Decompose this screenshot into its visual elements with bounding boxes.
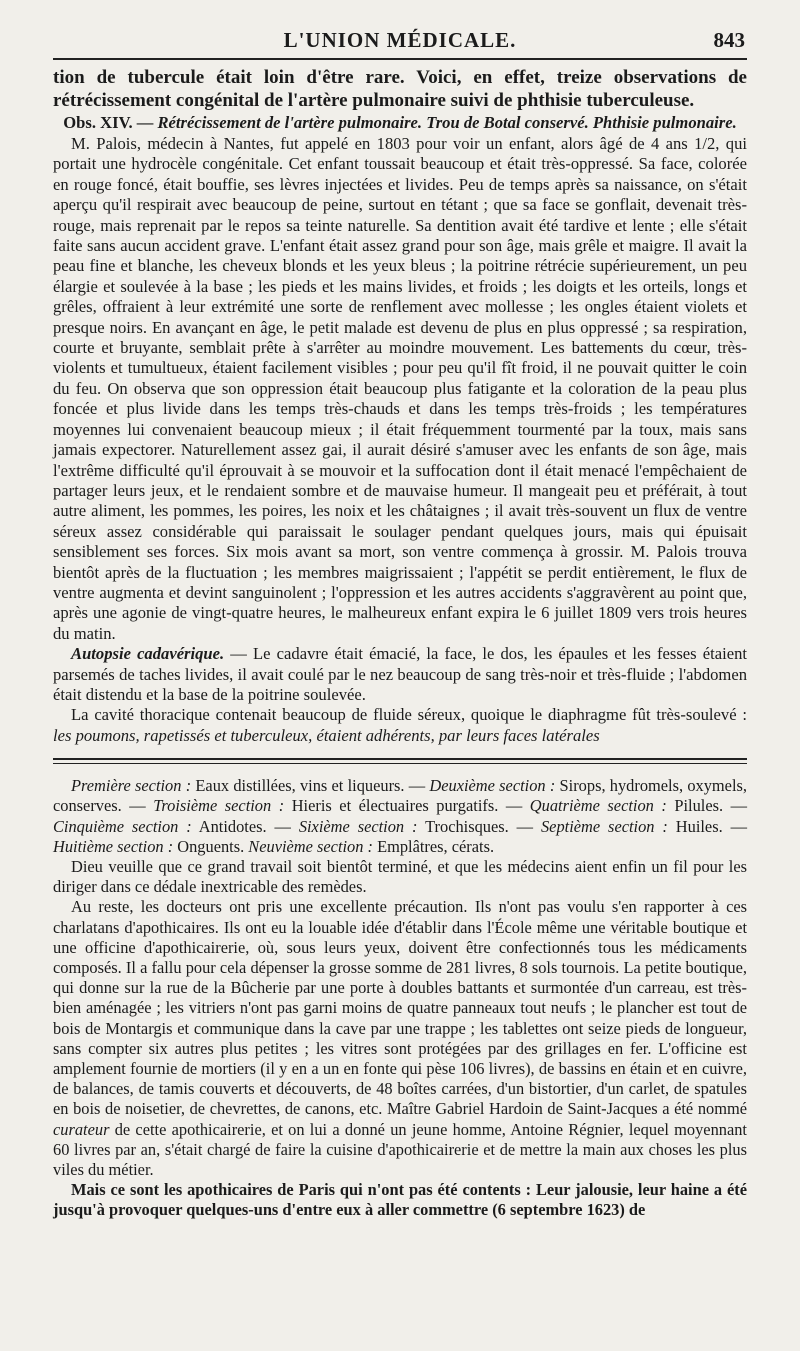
section-label: Neuvième section : [248, 836, 373, 856]
boutique-text: Au reste, les docteurs ont pris une excellente précaution. Ils n'ont pas voulu s'en rapporter à ces charlatans d'apothicaires. Ils ont eu la louable idée d'établir dans l'École même une véritable boutique et une officine d'apothicairerie, où, sous leurs yeux, doivent être confectionnés tous les médicaments composés. Il a fallu pour cela dépenser la grosse somme de 281 livres, 8 sols tournois. La petite boutique, qui donne sur la rue de la Bûcherie par une porte à doubles battants et surmontée d'un carreau, est très-bien aménagée ; les vitriers n'ont pas garni moins de quatre panneaux tout neufs ; le plancher est tout de bois de Montargis et communique dans la cave par une trappe ; les tablettes ont seize pieds de longueur, sans compter six autres plus petites ; les vitres sont protégées par des grillages en fer. L'officine est amplement fournie de mortiers (il y en a un en fonte qui pèse 106 livres), de bassins en étain et en cuivre, de balances, de tamis couverts et découverts, de 48 boîtes carrées, d'un bistortier, d'un carlet, de spatules en bois de noisetier, de chevrettes, de canons, etc. Maître Gabriel Hardoin de Saint-Jacques a été nommé [53, 897, 747, 1119]
section-text: Eaux distillées, vins et liqueurs. — [191, 776, 430, 796]
thorax-text: La cavité thoracique contenait beaucoup de fluide séreux, quoique le diaphragme fût très-soulevé : [71, 705, 747, 725]
main-article [53, 66, 747, 746]
apothecaries-paragraph: Mais ce sont les apothicaires de Paris qui n'ont pas été contents : Leur jalousie, leur haine a été jusqu'à provoquer quelques-uns d'entre eux à aller commettre (6 septembre 1623) de [53, 1180, 747, 1220]
running-title: L'UNION MÉDICALE. [283, 28, 517, 52]
feuilleton-divider [53, 758, 747, 764]
section-label: Deuxième section : [429, 776, 556, 796]
section-label: Sixième section : [298, 816, 418, 836]
observation-title: Rétrécissement de l'artère pulmonaire. Trou de Botal conservé. Phthisie pulmonaire. [157, 113, 737, 132]
section-label: Septième section : [540, 816, 668, 836]
boutique-paragraph [53, 897, 747, 1180]
sections-paragraph [53, 776, 747, 857]
page-number: 843 [713, 28, 745, 52]
section-label: Huitième section : [53, 836, 174, 856]
case-paragraph: M. Palois, médecin à Nantes, fut appelé en 1803 pour voir un enfant, alors âgé de 4 ans 1/2, qui portait une hydrocèle congénitale. Cet enfant toussait beaucoup et était très-oppressé. Sa face, colorée en rouge foncé, était bouffie, ses lèvres injectées et livides. Peu de temps après sa naissance, on s'était aperçu qu'il respirait avec beaucoup de peine, surtout en tétant ; que sa face se gonflait, devenait très-rouge, mais reprenait par le repos sa teinte naturelle. Sa dentition avait été tardive et lente ; elle s'était faite sans aucun accident grave. L'enfant était assez grand pour son âge, mais grêle et maigre. Il avait la peau fine et blanche, les cheveux blonds et les yeux bleus ; la poitrine rétrécie supérieurement, un peu élargie et soulevée à la base ; les pieds et les mains livides, et froids ; les doigts et les orteils, longs et grêles, offraient à leur extrémité une sorte de renflement avec mollesse ; les ongles étaient violets et presque noirs. En avançant en âge, le petit malade est devenu de plus en plus oppressé ; sa respiration, courte et bruyante, semblait prête à s'arrêter au moindre mouvement. Les battements du cœur, très-violents et tumultueux, étaient facilement visibles ; pour peu qu'il fît froid, il ne pouvait quitter le coin du feu. On observa que son oppression était beaucoup plus fatigante et la coloration de la peau plus foncée et plus livide dans les temps très-chauds et dans les temps très-froids ; les températures moyennes lui convenaient beaucoup mieux ; il était fréquemment tourmenté par la toux, mais sans jamais expectorer. Naturellement assez gai, il aurait désiré s'amuser avec les enfants de son âge, mais l'extrême difficulté qu'il éprouvait à se mouvoir et la suffocation dont il était menacé l'empêchaient de partager leurs jeux, et le rendaient sombre et de mauvaise humeur. Il mangeait peu et préférait, à tout autre aliment, les pommes, les poires, les noix et les châtaignes ; il avait très-souvent un flux de ventre séreux assez considérable qui paraissait le soulager pendant quelques jours, mais qui épuisait sensiblement ses forces. Six mois avant sa mort, son ventre commença à grossir. M. Palois trouva bientôt après de la fluctuation ; les membres maigrissaient ; l'appétit se perdit entièrement, le flux de ventre augmenta et devint sanguinolent ; l'oppression et les autres accidents s'aggravèrent au point que, après une agonie de vingt-quatre heures, le malheureux enfant expira le 6 juillet 1809 vers trois heures du matin. [53, 134, 747, 643]
page-header [53, 0, 747, 58]
observation-heading [53, 112, 747, 134]
autopsy-paragraph [53, 644, 747, 705]
section-label: Cinquième section : [53, 816, 192, 836]
section-label: Troisième section : [153, 796, 285, 816]
section-text: Antidotes. — [191, 816, 299, 836]
section-text: Sirops, hydromels, oxymels, conserves. — [53, 776, 747, 816]
lead-paragraph: tion de tubercule était loin d'être rare. Voici, en effet, treize observations de rétrécissement congénital de l'artère pulmonaire suivi de phthisie tuberculeuse. [53, 67, 747, 111]
section-label: Première section : [71, 776, 192, 796]
observation-label: Obs. XIV. [63, 113, 133, 132]
autopsy-text: — Le cadavre était émacié, la face, le dos, les épaules et les fesses étaient parsemés de taches livides, il avait coulé par le nez beaucoup de sang très-noir et très-fluide ; l'abdomen était distendu et la base de la poitrine soulevée. [53, 644, 747, 704]
section-text: Pilules. — [666, 796, 748, 816]
section-text: Huiles. — [667, 816, 747, 836]
feuilleton [53, 776, 747, 1220]
curateur-word: curateur [53, 1119, 110, 1139]
section-text: Onguents. [173, 836, 249, 856]
section-text: Trochisques. — [417, 816, 541, 836]
section-label: Quatrième section : [529, 796, 667, 816]
wish-paragraph: Dieu veuille que ce grand travail soit bientôt terminé, et que les médecins aient enfin un fil pour les diriger dans ce dédale inextricable des remèdes. [53, 857, 747, 897]
observation-dash: — [132, 113, 158, 132]
thorax-italic: les poumons, rapetissés et tuberculeux, étaient adhérents, par leurs faces latérales [53, 725, 600, 745]
section-text: Hieris et électuaires purgatifs. — [284, 796, 530, 816]
header-rule [53, 58, 747, 60]
thorax-paragraph [53, 705, 747, 746]
boutique-text-end: de cette apothicairerie, et on lui a donné un jeune homme, Antoine Régnier, lequel moyennant 60 livres par an, s'était chargé de faire la cuisine d'apothicairerie et de mettre la main aux choses les plus viles du métier. [53, 1119, 747, 1180]
section-text: Emplâtres, cérats. [373, 836, 495, 856]
autopsy-label: Autopsie cadavérique. [71, 644, 225, 664]
